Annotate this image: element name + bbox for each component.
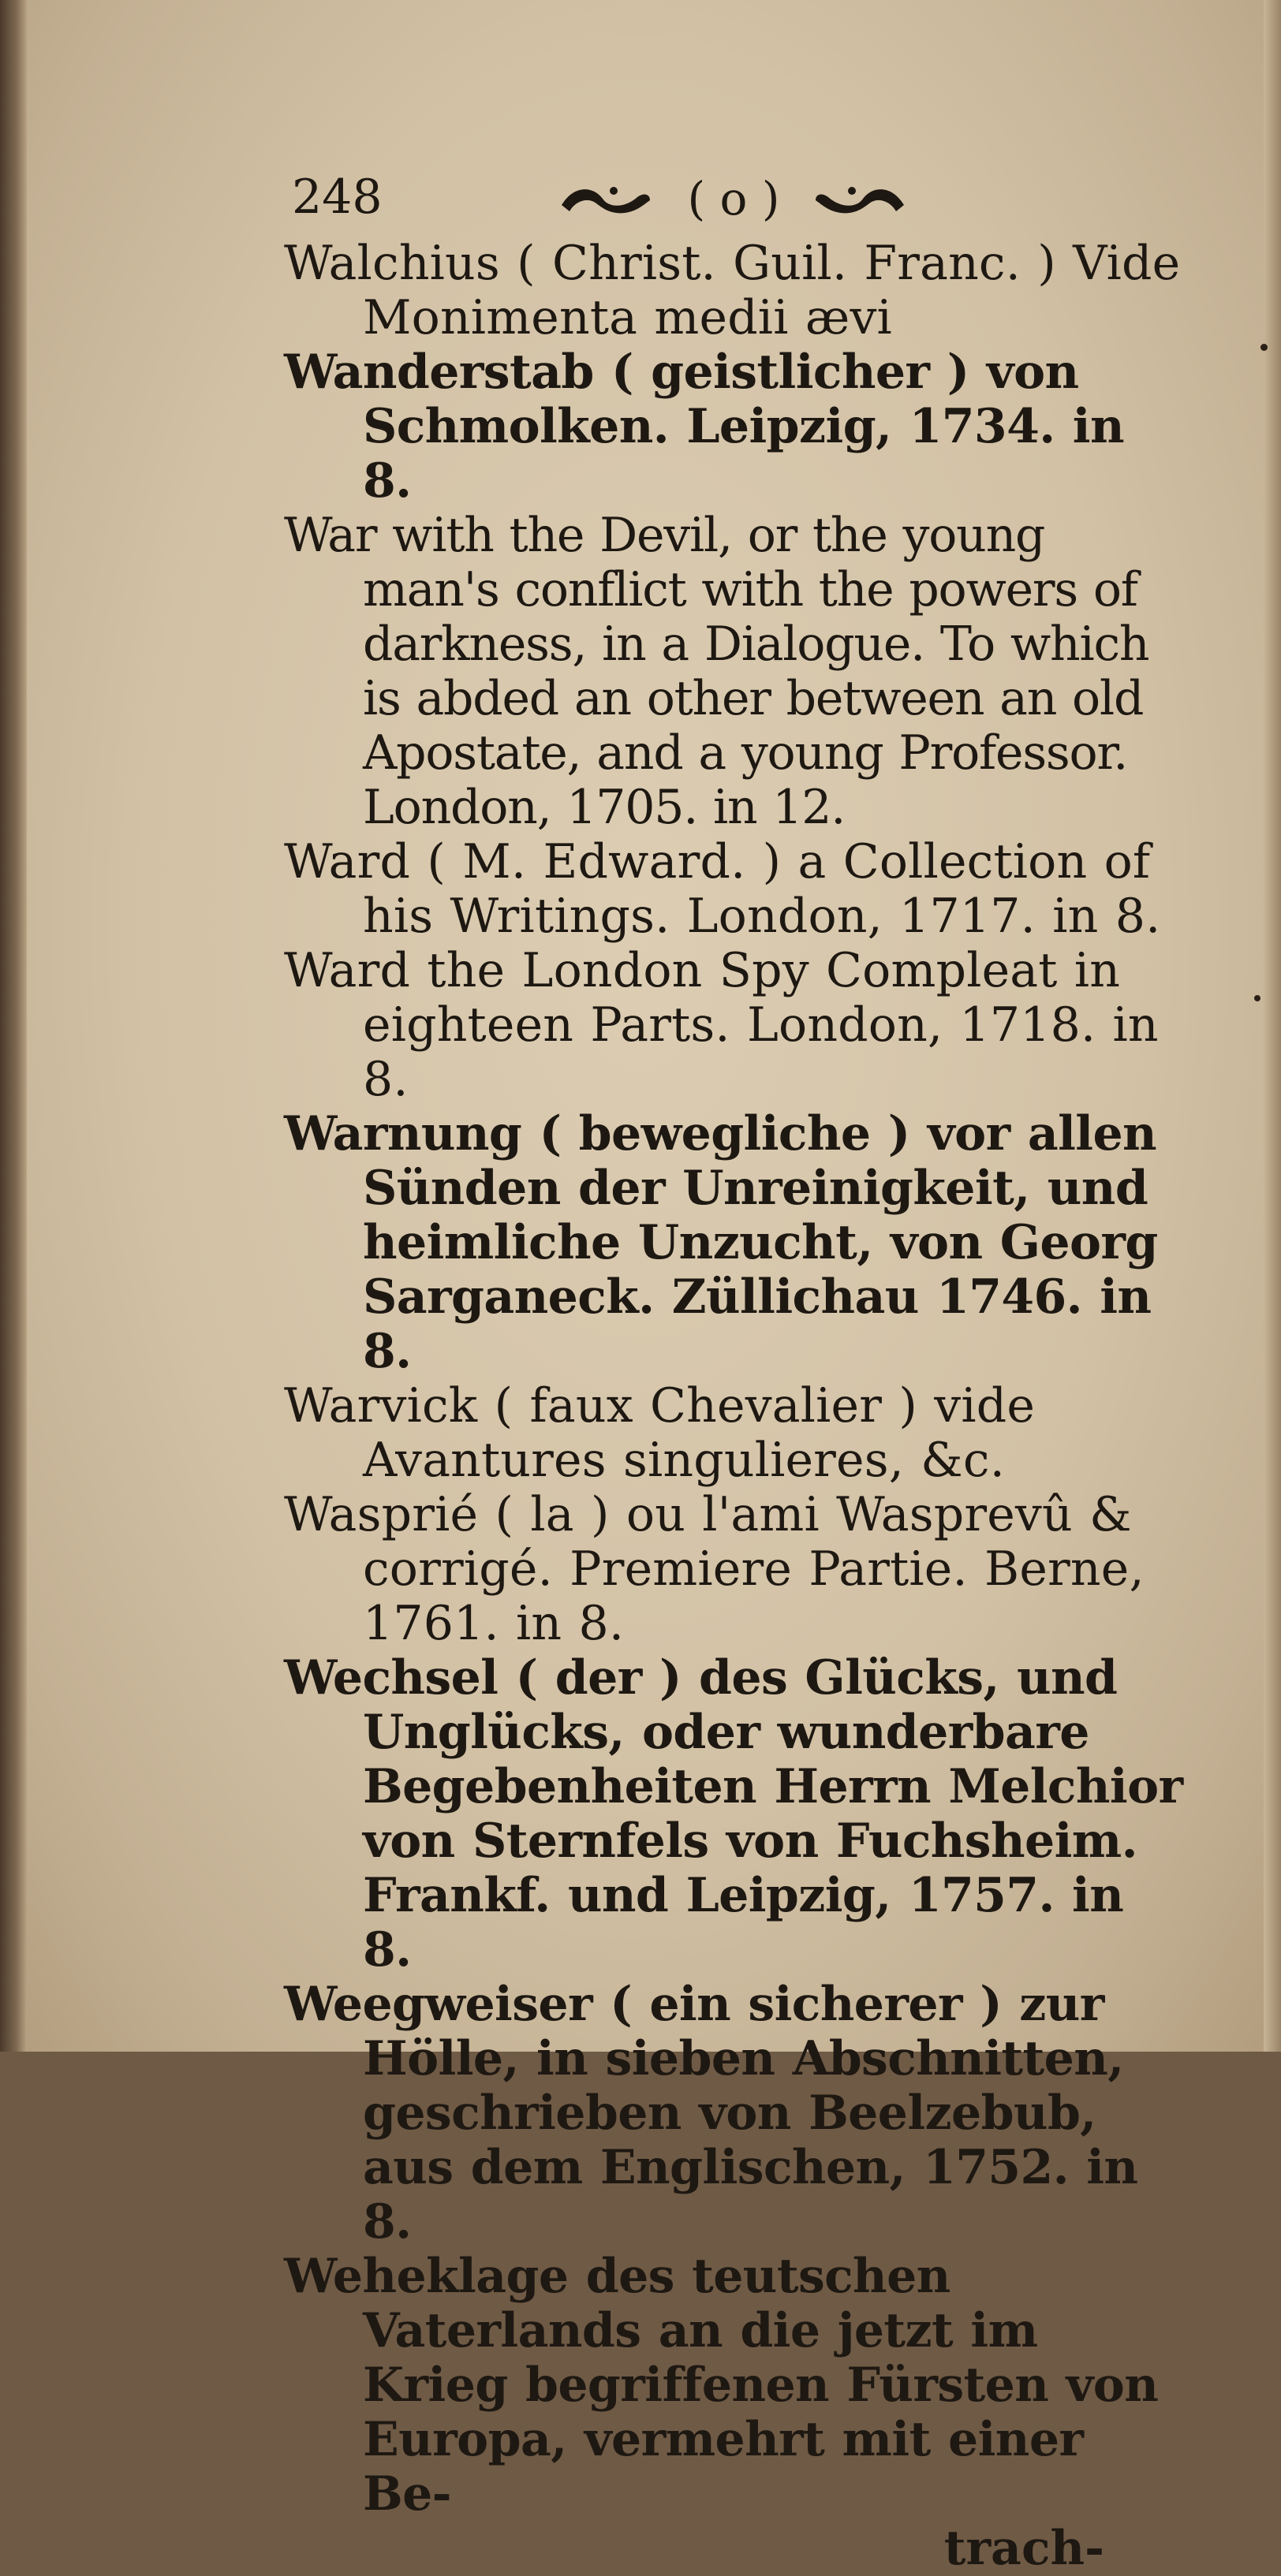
left-fleuron-icon	[558, 177, 653, 224]
catalogue-entry: War with the Devil, or the young man's conflict with the powers of darkness, in a Dialogue. To which is abded an other between an old Apostate, and a young Professor. London, 1705. in 12.	[284, 508, 1149, 835]
page-number: 248	[292, 170, 383, 225]
catalogue-entry: Ward ( M. Edward. ) a Collection of his Writings. London, 1717. in 8.	[284, 834, 1161, 944]
catalogue-entry: Weheklage des teutschen Vaterlands an die jetzt im Krieg begriffenen Fürsten von Europa, vermehrt mit einer Be-	[284, 2249, 1159, 2522]
catalogue-entry: Warnung ( bewegliche ) vor allen Sünden der Unreinigkeit, und heimliche Unzucht, von Georg Sarganeck. Züllichau 1746. in 8.	[284, 1106, 1158, 1379]
book-page	[284, 158, 1183, 2576]
catalogue-entry: Walchius ( Christ. Guil. Franc. ) Vide Monimenta medii ævi	[284, 236, 1181, 345]
catalogue-entry: Wasprié ( la ) ou l'ami Wasprevû & corrigé. Premiere Partie. Berne, 1761. in 8.	[284, 1487, 1145, 1651]
catchword: trach-	[943, 2521, 1104, 2576]
ink-spot	[1254, 995, 1260, 1001]
running-head	[284, 158, 1183, 237]
catalogue-entry: Warvick ( faux Chevalier ) vide Avantures singulieres, &c.	[284, 1378, 1036, 1488]
catalogue-entries	[284, 237, 1183, 2522]
page-edge	[1264, 0, 1281, 2052]
catalogue-entry: Weegweiser ( ein sicherer ) zur Hölle, in sieben Abschnitten, geschrieben von Beelzebub, aus dem Englischen, 1752. in 8.	[284, 1977, 1138, 2250]
catalogue-entry: Wanderstab ( geistlicher ) von Schmolken. Leipzig, 1734. in 8.	[284, 345, 1125, 509]
catalogue-entry: Wechsel ( der ) des Glücks, und Unglücks, oder wunderbare Begebenheiten Herrn Melchior von Sternfels von Fuchsheim. Frankf. und Leipzig, 1757. in 8.	[284, 1650, 1183, 1978]
right-fleuron-icon	[812, 177, 907, 224]
binding-gutter	[0, 0, 27, 2052]
header-ornament	[552, 172, 915, 227]
signature-mark: ( o )	[687, 172, 780, 226]
catalogue-entry: Ward the London Spy Compleat in eighteen Parts. London, 1718. in 8.	[284, 943, 1159, 1107]
ink-spot	[1260, 344, 1268, 351]
